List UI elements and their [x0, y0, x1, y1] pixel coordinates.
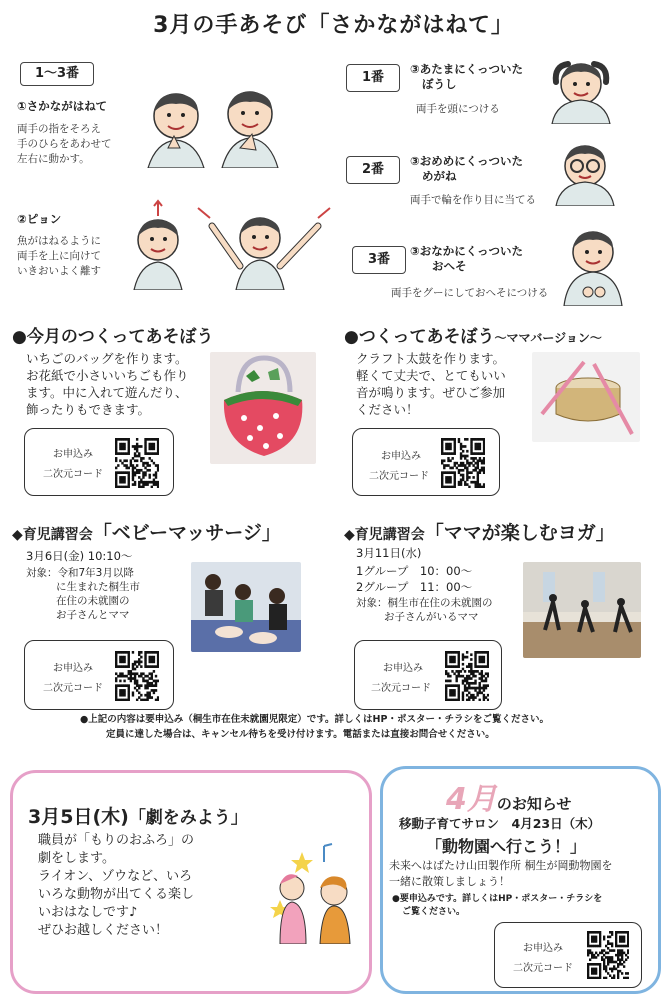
craft-drum-photo: [532, 352, 640, 442]
yoga-qr-box: [354, 640, 502, 710]
step2-title: ②ピョン: [17, 212, 62, 226]
april-salon-date: 移動子育てサロン 4月23日（木）: [399, 816, 601, 831]
qr-code-label: 二次元コード: [513, 963, 573, 974]
qr-code-label: 二次元コード: [43, 683, 103, 694]
baby-massage-heading: ◆育児講習会「ベビーマッサージ」: [12, 522, 281, 544]
step2-desc: 魚がはねるように 両手を上に向けて いきおいよく離す: [17, 235, 101, 277]
yoga-target: 対象：桐生市在住の未就園の お子さんがいるママ: [356, 597, 493, 623]
yoga-group2: 2グループ 11：00～: [356, 580, 473, 594]
qr-code[interactable]: [441, 438, 485, 488]
qr-code[interactable]: [115, 651, 159, 701]
yoga-photo: [523, 562, 641, 658]
qr-apply-label: お申込み: [381, 451, 421, 462]
craft-description: いちごのバッグを作ります。 お花紙で小さいいちごも作り ます。中に入れて遊んだり、 飾ったりもできます。: [26, 351, 189, 417]
verse-tag-3: 3番: [352, 246, 406, 274]
boy-fists-belly-illustration: [560, 226, 626, 306]
mama-craft-description: クラフト太鼓を作ります。 軽くて丈夫で、とてもいい 音が鳴ります。ぜひご参加 ください！: [356, 351, 506, 417]
mama-craft-qr-box: [352, 428, 500, 496]
boy-jump-illustration: [128, 198, 333, 290]
mama-craft-heading: ●つくってあそぼう～ママバージョン～: [344, 327, 602, 347]
theater-heading: 3月5日(木)「劇をみよう」: [28, 806, 248, 828]
april-event-title: 「動物園へ行こう！」: [426, 837, 587, 856]
verse-tag-2: 2番: [346, 156, 400, 184]
yoga-group1: 1グループ 10：00～: [356, 564, 473, 578]
april-description: 未来へはばたけ山田製作所 桐生が岡動物園を 一緒に散策しましょう！: [389, 859, 613, 888]
qr-code[interactable]: [587, 931, 629, 979]
verse-tag-1: 1番: [346, 64, 400, 92]
step1-title: ①さかながはねて: [17, 99, 107, 113]
verse1-desc: 両手を頭につける: [416, 103, 500, 115]
verse-tag-1-3: 1～3番: [20, 62, 94, 86]
verse1-title: ③あたまにくっついた ぼうし: [410, 62, 524, 91]
step1-desc: 両手の指をそろえ 手のひらをあわせて 左右に動かす。: [17, 123, 112, 165]
verse3-desc: 両手をグーにしておへそにつける: [391, 287, 549, 299]
qr-code[interactable]: [445, 651, 489, 701]
baby-massage-qr-box: [24, 640, 174, 710]
children-dancing-illustration: [252, 840, 364, 944]
verse2-desc: 両手で輪を作り目に当てる: [410, 194, 536, 206]
verse2-title: ③おめめにくっついた めがね: [410, 154, 524, 183]
boy-hands-together-illustration: [128, 88, 298, 168]
april-note: ●要申込みです。詳しくはHP・ポスター・チラシを ご覧ください。: [392, 894, 603, 917]
qr-apply-label: お申込み: [523, 943, 563, 954]
boy-glasses-hands-illustration: [552, 138, 618, 206]
qr-code-label: 二次元コード: [371, 683, 431, 694]
verse3-title: ③おなかにくっついた おへそ: [410, 244, 524, 273]
craft-qr-box: [24, 428, 174, 496]
april-heading: 4月のお知らせ: [446, 782, 572, 817]
page-title: 3月の手あそび「さかながはねて」: [153, 13, 514, 38]
qr-apply-label: お申込み: [53, 449, 93, 460]
boy-hands-on-head-illustration: [548, 56, 614, 124]
yoga-date: 3月11日(水): [356, 546, 422, 560]
craft-heading: ●今月のつくってあそぼう: [12, 327, 214, 347]
qr-apply-label: お申込み: [383, 663, 423, 674]
application-note: ●上記の内容は要申込み（桐生市在住未就園児限定）です。詳しくはHP・ポスター・チラシをご覧ください。 定員に達した場合は、キャンセル待ちを受け付けます。電話または直接お問合せください。: [80, 714, 549, 740]
qr-apply-label: お申込み: [53, 663, 93, 674]
qr-code[interactable]: [115, 438, 159, 488]
qr-code-label: 二次元コード: [369, 471, 429, 482]
yoga-heading: ◆育児講習会「ママが楽しむヨガ」: [344, 522, 615, 544]
strawberry-bag-photo: [210, 352, 316, 464]
baby-massage-photo: [191, 562, 301, 652]
april-qr-box: [494, 922, 642, 988]
baby-massage-date: 3月6日(金) 10:10～: [26, 549, 133, 563]
baby-massage-target: 対象：令和7年3月以降 に生まれた桐生市 在住の未就園の お子さんとママ: [26, 567, 140, 621]
theater-description: 職員が「もりのおふろ」の 劇をします。 ライオン、ゾウなど、いろ いろな動物が出てくる楽し いおはなしです♪ ぜひお越しください！: [38, 833, 195, 938]
qr-code-label: 二次元コード: [43, 469, 103, 480]
